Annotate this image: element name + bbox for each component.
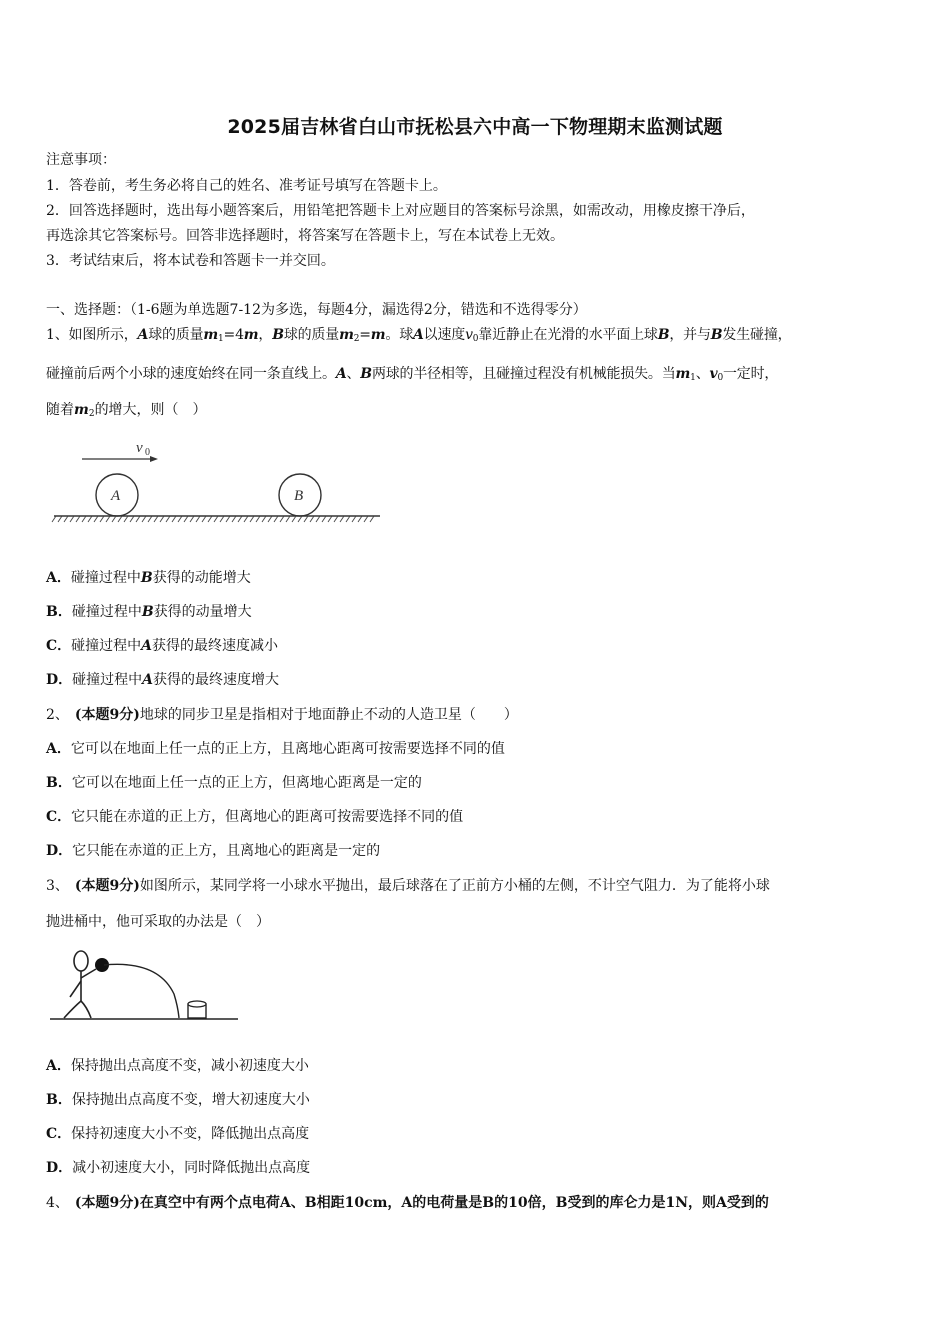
- q1-option-d[interactable]: D．碰撞过程中A获得的最终速度增大: [46, 672, 280, 688]
- hatch-mark: [346, 516, 350, 522]
- collision-figure: [50, 432, 390, 532]
- hatch-mark: [58, 516, 62, 522]
- hatch-mark: [298, 516, 302, 522]
- question-number: 1、: [46, 327, 69, 343]
- hatch-mark: [196, 516, 200, 522]
- q2-option-b[interactable]: B．它可以在地面上任一点的正上方，但离地心距离是一定的: [46, 775, 422, 791]
- hatch-mark: [166, 516, 170, 522]
- hatch-mark: [232, 516, 236, 522]
- q2-option-d[interactable]: D．它只能在赤道的正上方，且离地心的距离是一定的: [46, 843, 381, 859]
- hatch-mark: [148, 516, 152, 522]
- hatch-mark: [268, 516, 272, 522]
- notice-item: 2．回答选择题时，选出每小题答案后，用铅笔把答题卡上对应题目的答案标号涂黑，如需改动，用橡皮擦干净后，: [46, 203, 755, 219]
- question-3-stem: 3、 (本题9分)如图所示，某同学将一小球水平抛出，最后球落在了正前方小桶的左侧，不计空气阻力．为了能将小球: [46, 878, 770, 894]
- hatch-mark: [250, 516, 254, 522]
- page-title: 2025届吉林省白山市抚松县六中高一下物理期末监测试题: [227, 116, 723, 138]
- hatch-mark: [202, 516, 206, 522]
- hatch-mark: [82, 516, 86, 522]
- hatch-mark: [136, 516, 140, 522]
- question-number: 4、: [46, 1195, 69, 1211]
- hatch-mark: [52, 516, 56, 522]
- section-heading: 一、选择题：（1-6题为单选题7-12为多选，每题4分，漏选得2分，错选和不选得零分）: [46, 302, 587, 318]
- question-number: 3、: [46, 878, 69, 894]
- hatch-mark: [280, 516, 284, 522]
- hatch-mark: [226, 516, 230, 522]
- hatch-mark: [100, 516, 104, 522]
- velocity-label: v: [136, 440, 143, 456]
- ball-a-label: A: [111, 488, 121, 504]
- hatch-mark: [94, 516, 98, 522]
- hatch-mark: [364, 516, 368, 522]
- q3-option-c[interactable]: C．保持初速度大小不变，降低抛出点高度: [46, 1126, 310, 1142]
- q3-option-a[interactable]: A．保持抛出点高度不变，减小初速度大小: [46, 1058, 309, 1074]
- hatch-mark: [130, 516, 134, 522]
- person-arm: [70, 981, 81, 997]
- hatch-mark: [184, 516, 188, 522]
- hatch-mark: [64, 516, 68, 522]
- notice-item: 3．考试结束后，将本试卷和答题卡一并交回。: [46, 253, 335, 269]
- q1-option-c[interactable]: C．碰撞过程中A获得的最终速度减小: [46, 638, 279, 654]
- question-3-stem-line2: 抛进桶中，他可采取的办法是（ ）: [46, 914, 270, 930]
- question-2-stem: 2、 (本题9分)地球的同步卫星是指相对于地面静止不动的人造卫星（ ）: [46, 707, 518, 723]
- notice-item: 1．答卷前，考生务必将自己的姓名、准考证号填写在答题卡上。: [46, 178, 447, 194]
- question-1-line1: 1、如图所示，A球的质量$m_1=4m$，B球的质量$m_2=m$。球A以速度$v_0$靠近静止在光滑的水平面上球B，并与B发生碰撞，: [46, 327, 792, 344]
- hatch-mark: [286, 516, 290, 522]
- q1-option-a[interactable]: A．碰撞过程中B获得的动能增大: [46, 570, 251, 586]
- bucket-rim: [188, 1001, 206, 1007]
- hatch-mark: [124, 516, 128, 522]
- hatch-mark: [316, 516, 320, 522]
- trajectory-path: [104, 964, 179, 1018]
- hatch-mark: [88, 516, 92, 522]
- question-number: 2、: [46, 707, 69, 723]
- hatch-mark: [220, 516, 224, 522]
- notice-heading: 注意事项：: [46, 152, 116, 168]
- hatch-mark: [172, 516, 176, 522]
- question-score: (本题9分): [74, 707, 140, 723]
- hatch-mark: [112, 516, 116, 522]
- hatch-mark: [178, 516, 182, 522]
- hatch-mark: [340, 516, 344, 522]
- hatch-mark: [262, 516, 266, 522]
- velocity-subscript: 0: [145, 447, 150, 458]
- q3-option-b[interactable]: B．保持抛出点高度不变，增大初速度大小: [46, 1092, 310, 1108]
- hatch-mark: [358, 516, 362, 522]
- ground-hatching: [52, 516, 374, 522]
- q2-option-c[interactable]: C．它只能在赤道的正上方，但离地心的距离可按需要选择不同的值: [46, 809, 464, 825]
- hatch-mark: [370, 516, 374, 522]
- hatch-mark: [118, 516, 122, 522]
- hatch-mark: [190, 516, 194, 522]
- hatch-mark: [142, 516, 146, 522]
- hatch-mark: [310, 516, 314, 522]
- q3-option-d[interactable]: D．减小初速度大小，同时降低抛出点高度: [46, 1160, 311, 1176]
- hatch-mark: [304, 516, 308, 522]
- hatch-mark: [208, 516, 212, 522]
- hatch-mark: [274, 516, 278, 522]
- hatch-mark: [328, 516, 332, 522]
- projectile-figure: [46, 944, 246, 1026]
- q2-option-a[interactable]: A．它可以在地面上任一点的正上方，且离地心距离可按需要选择不同的值: [46, 741, 505, 757]
- question-score: (本题9分): [74, 878, 140, 894]
- hatch-mark: [292, 516, 296, 522]
- question-score: (本题9分): [74, 1195, 140, 1211]
- hatch-mark: [244, 516, 248, 522]
- hatch-mark: [322, 516, 326, 522]
- hatch-mark: [214, 516, 218, 522]
- hatch-mark: [160, 516, 164, 522]
- hatch-mark: [154, 516, 158, 522]
- hatch-mark: [106, 516, 110, 522]
- person-head: [74, 951, 88, 971]
- notice-item: 再选涂其它答案标号。回答非选择题时，将答案写在答题卡上，写在本试卷上无效。: [46, 228, 564, 244]
- hatch-mark: [256, 516, 260, 522]
- person-legs: [64, 1001, 91, 1018]
- question-1-line2: 碰撞前后两个小球的速度始终在同一条直线上。A、B两球的半径相等，且碰撞过程没有机械能损失。当$m_1$、$v_0$一定时，: [46, 366, 779, 383]
- hatch-mark: [76, 516, 80, 522]
- arrow-head-icon: [150, 456, 158, 462]
- hatch-mark: [334, 516, 338, 522]
- question-1-line3: 随着$m_2$的增大，则（ ）: [46, 402, 207, 419]
- question-4-stem: 4、 (本题9分)在真空中有两个点电荷A、B相距10cm，A的电荷量是B的10倍，B受到的库仑力是1N，则A受到的: [46, 1195, 769, 1211]
- q1-option-b[interactable]: B．碰撞过程中B获得的动量增大: [46, 604, 252, 620]
- ball-b-label: B: [294, 488, 304, 504]
- hatch-mark: [70, 516, 74, 522]
- hatch-mark: [238, 516, 242, 522]
- hatch-mark: [352, 516, 356, 522]
